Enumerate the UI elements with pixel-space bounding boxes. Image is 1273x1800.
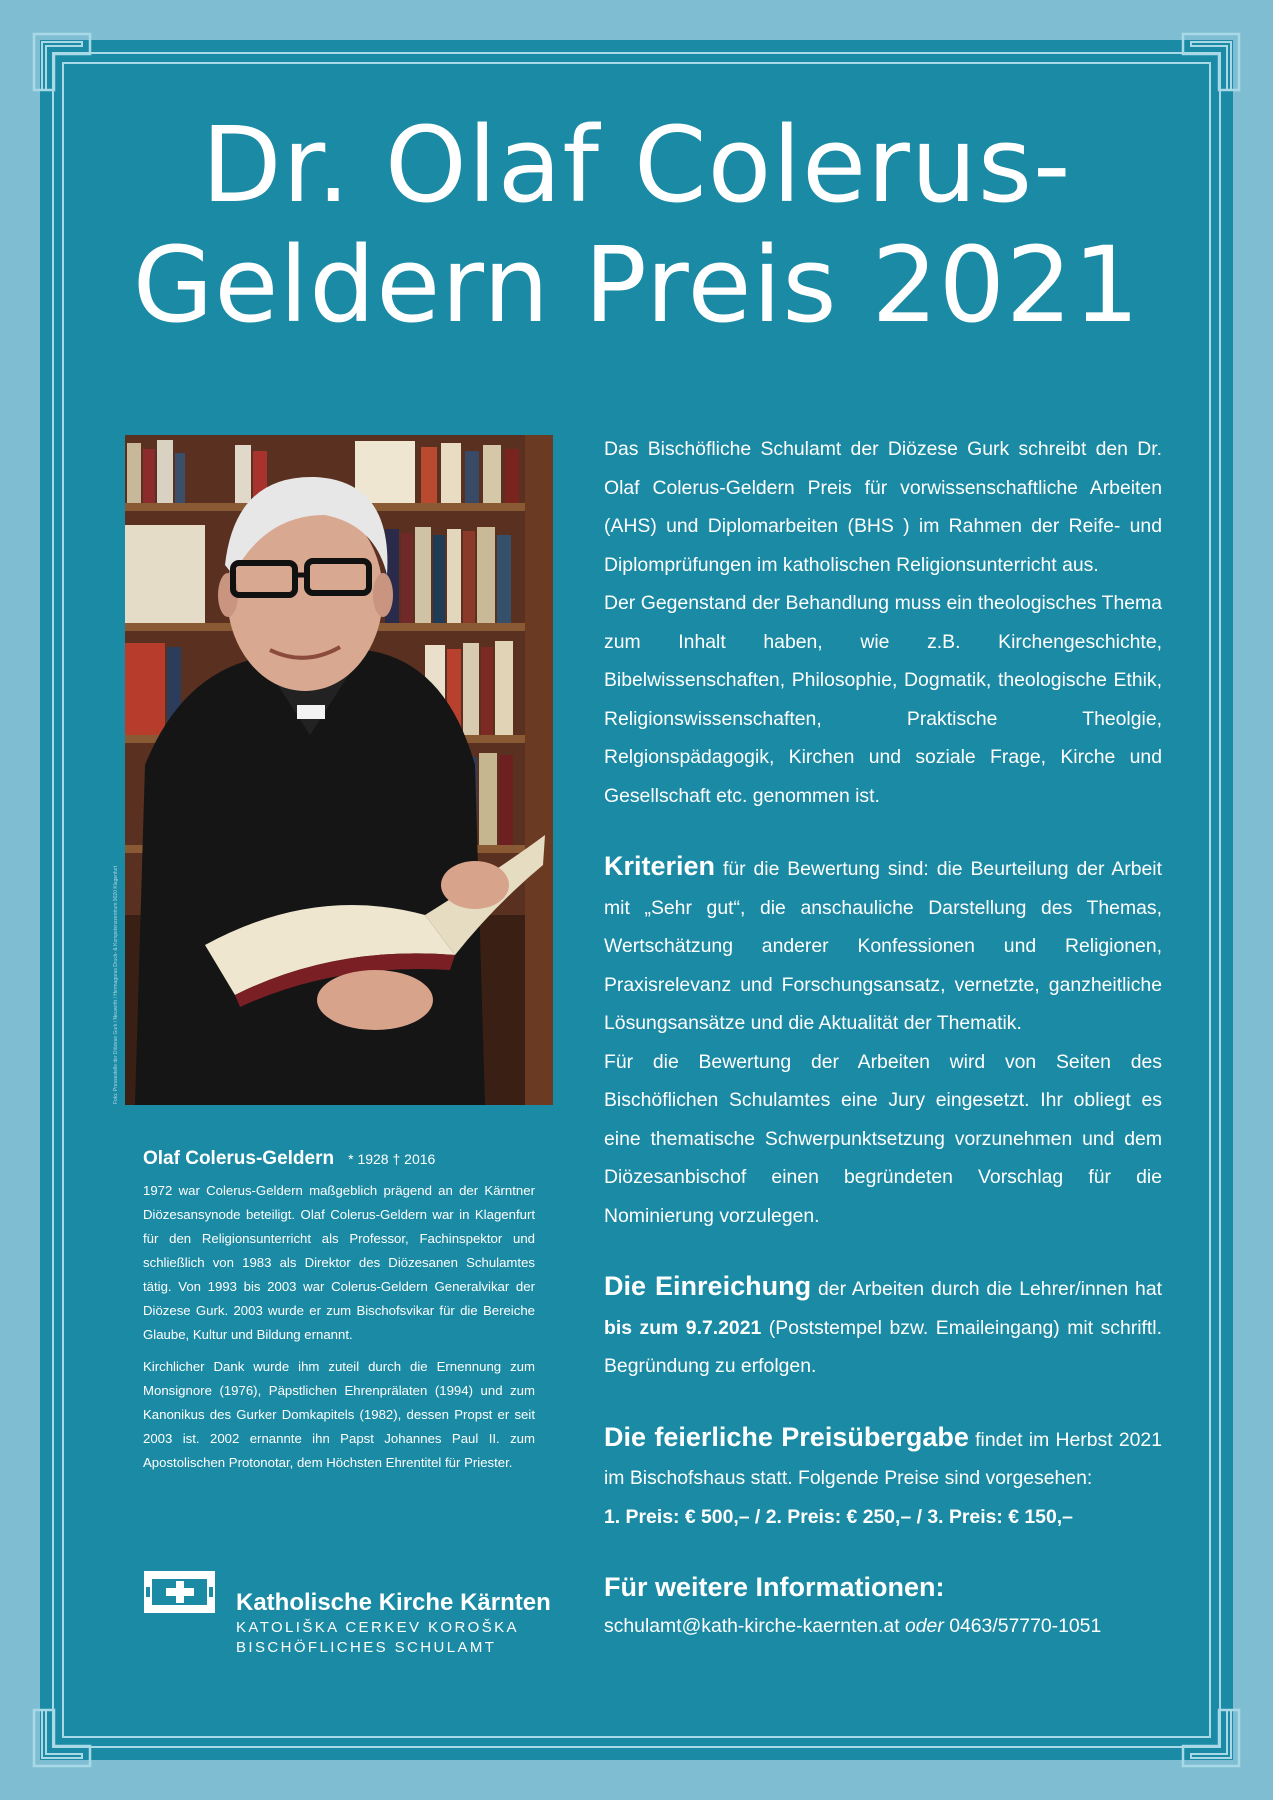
logo-line-2: KATOLIŠKA CERKEV KOROŠKA [236,1619,519,1636]
submission-text-b: (Poststempel bzw. Emaileingang) mit schriftl. Begründung zu erfolgen. [604,1316,1162,1377]
bio-dates: * 1928 † 2016 [348,1151,436,1167]
poster-title [40,105,1233,345]
church-logo [144,1571,215,1613]
bio-name: Olaf Colerus-Geldern [143,1148,335,1169]
contact-phone[interactable]: 0463/57770-1051 [949,1614,1102,1637]
intro-paragraph-2: Der Gegenstand der Behandlung muss ein theologisches Thema zum Inhalt haben, wie z.B. Kirchengeschichte, Bibelwissenschaften, Philosophie, Dogmatik, theologische Ethik, Religionswissenschaften, Praktische Theolgie, Relgionspädagogik, Kirchen und soziale Frage, Kirche und Gesellschaft etc. genommen ist. [604,592,1162,807]
logo-line-3: BISCHÖFLICHES SCHULAMT [236,1639,497,1656]
biography [143,1144,535,1483]
contact-or: oder [904,1614,944,1637]
info-heading: Für weitere Informationen: [604,1572,945,1602]
main-text [604,430,1162,1645]
logo-text [236,1588,551,1658]
intro-paragraph-1: Das Bischöfliche Schulamt der Diözese Gurk schreibt den Dr. Olaf Colerus-Geldern Preis für vorwissenschaftliche Arbeiten (AHS) und Diplomarbeiten (BHS ) im Rahmen der Reife- und Diplomprüfungen im katholischen Religionsunterricht aus. [604,438,1162,576]
criteria-paragraph [604,847,1162,1043]
ceremony-paragraph [604,1418,1162,1498]
logo-line-1: Katholische Kirche Kärnten [236,1589,551,1616]
submission-deadline: bis zum 9.7.2021 [604,1316,762,1339]
title-line-2: Geldern Preis 2021 [132,224,1141,346]
criteria-text: für die Bewertung sind: die Beurteilung der Arbeit mit „Sehr gut“, die anschauliche Darstellung des Themas, Wertschätzung anderer Konfessionen und Religionen, Praxisrelevanz und Forschungsansatz, vernetzte, ganzheitliche Lösungsansätze und die Aktualität der Thematik. [604,858,1162,1034]
ceremony-heading: Die feierliche Preisübergabe [604,1421,969,1452]
title-line-1: Dr. Olaf Colerus- [201,104,1072,226]
portrait-photo [125,435,553,1105]
submission-paragraph [604,1267,1162,1386]
bio-paragraph-1: 1972 war Colerus-Geldern maßgeblich prägend an der Kärntner Diözesansynode beteiligt. Olaf Colerus-Geldern war in Klagenfurt für den Religionsunterricht als Professor, Fachinspektor und schließlich von 1983 als Direktor des Diözesanen Schulamtes tätig. Von 1993 bis 2003 war Colerus-Geldern Generalvikar der Diözese Gurk. 2003 wurde er zum Bischofsvikar für die Bereiche Glaube, Kultur und Bildung ernannt. [143,1183,535,1342]
ceremony-text: findet im Herbst 2021 im Bischofshaus statt. Folgende Preise sind vorgesehen: [604,1428,1162,1489]
bio-paragraph-2: Kirchlicher Dank wurde ihm zuteil durch die Ernennung zum Monsignore (1976), Päpstlichen Ehrenprälaten (1994) und zum Kanonikus des Gurker Domkapitels (1982), dessen Propst er seit 2003 ist. 2002 ernannte ihn Papst Johannes Paul II. zum Apostolischen Protonotar, dem Höchsten Ehrentitel für Priester. [143,1359,535,1470]
jury-paragraph: Für die Bewertung der Arbeiten wird von Seiten des Bischöflichen Schulamtes eine Jury eingesetzt. Ihr obliegt es eine thematische Schwerpunktsetzung vorzunehmen und dem Diözesanbischof einen begründeten Vorschlag für die Nominierung vorzulegen. [604,1050,1162,1227]
contact-line [604,1607,1162,1646]
prize-list: 1. Preis: € 500,– / 2. Preis: € 250,– / 3. Preis: € 150,– [604,1505,1073,1528]
photo-credit [113,1098,119,1104]
submission-text-a: der Arbeiten durch die Lehrer/innen hat [811,1278,1162,1300]
bio-heading [143,1144,535,1174]
submission-heading: Die Einreichung [604,1271,812,1301]
contact-email[interactable]: schulamt@kath-kirche-kaernten.at [604,1614,900,1637]
criteria-heading: Kriterien [604,851,716,881]
portrait-illustration [125,435,553,1105]
cross-icon [146,1573,213,1611]
